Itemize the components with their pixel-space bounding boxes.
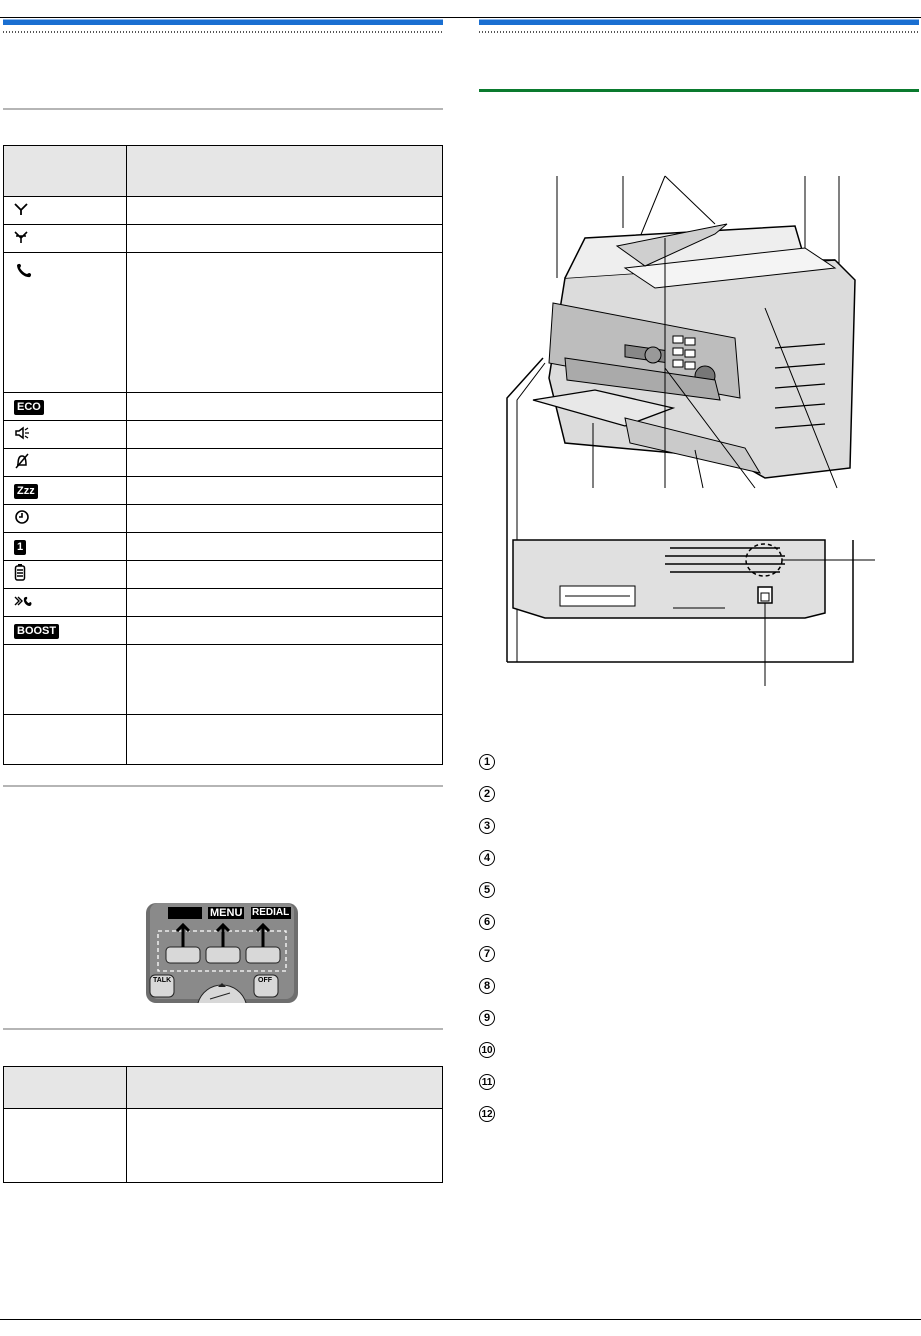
alarm-clock-icon [14,508,30,526]
speaker-icon [14,424,30,442]
callout-item [479,1034,495,1066]
icon-cell [4,449,127,477]
icon-cell [4,617,127,645]
description-cell [127,645,443,715]
section-dotted-rule [479,31,919,33]
description-cell [127,561,443,589]
description-cell [127,449,443,477]
description-cell [127,197,443,225]
icon-cell [4,225,127,253]
signal-weak-icon [14,228,28,246]
callout-number: 3 [479,818,495,834]
callout-item [479,1098,495,1130]
icon-cell [4,533,127,561]
description-cell [127,421,443,449]
callout-item [479,1002,495,1034]
menu-key-label: MENU [210,907,243,919]
page-top-rule [0,17,921,18]
handset-icon [14,261,34,279]
callout-number: 2 [479,786,495,802]
eco-icon: ECO [14,398,44,416]
description-cell [127,715,443,765]
sleep-icon: Zzz [14,482,38,500]
callout-number: 1 [479,754,495,770]
callout-item [479,746,495,778]
table-cell [127,1109,443,1183]
icon-cell [4,715,127,765]
ringer-off-icon [14,452,30,470]
section-header-bar [3,19,443,25]
icon-cell [4,197,127,225]
intercom-icon [14,592,34,610]
table-header-cell [4,1067,127,1109]
description-cell [127,505,443,533]
icon-cell [4,421,127,449]
handset-soft-keys-illustration [146,903,298,1003]
callout-number: 4 [479,850,495,866]
talk-key-label: TALK [153,977,172,984]
signal-strong-icon [14,200,28,218]
machine-diagram [505,168,885,688]
subsection-rule [3,108,443,110]
callout-item [479,970,495,1002]
icon-cell [4,477,127,505]
callout-number: 6 [479,914,495,930]
table-header-cell [127,146,443,197]
boost-icon: BOOST [14,622,59,640]
callout-item [479,938,495,970]
table-cell [4,1109,127,1183]
callout-item [479,842,495,874]
description-cell [127,393,443,421]
phonebook-key-label [170,908,200,918]
callout-item [479,778,495,810]
callout-number: 5 [479,882,495,898]
display-icons-table [3,145,443,765]
subsection-rule [3,1028,443,1030]
table-header-cell [4,146,127,197]
callout-item [479,874,495,906]
subsection-green-rule [479,89,919,92]
page-bottom-rule [0,1319,921,1320]
second-table [3,1066,443,1183]
callout-number: 10 [479,1042,495,1058]
section-header-bar [479,19,919,25]
callout-item [479,906,495,938]
callout-number: 9 [479,1010,495,1026]
icon-cell [4,561,127,589]
description-cell [127,477,443,505]
icon-cell [4,393,127,421]
description-cell [127,253,443,393]
icon-cell [4,505,127,533]
off-key-label: OFF [258,977,272,984]
line-one-icon: 1 [14,538,26,556]
callout-item [479,810,495,842]
battery-icon [14,563,26,581]
callout-item [479,1066,495,1098]
callout-number: 12 [479,1106,495,1122]
icon-cell [4,589,127,617]
callout-number: 7 [479,946,495,962]
subsection-rule [3,785,443,787]
callout-number: 11 [479,1074,495,1090]
description-cell [127,225,443,253]
redial-key-label: REDIAL [252,907,290,918]
section-dotted-rule [3,31,443,33]
icon-cell [4,645,127,715]
table-header-cell [127,1067,443,1109]
callout-number: 8 [479,978,495,994]
icon-cell [4,253,127,393]
callout-list [479,746,495,1130]
description-cell [127,533,443,561]
description-cell [127,589,443,617]
description-cell [127,617,443,645]
